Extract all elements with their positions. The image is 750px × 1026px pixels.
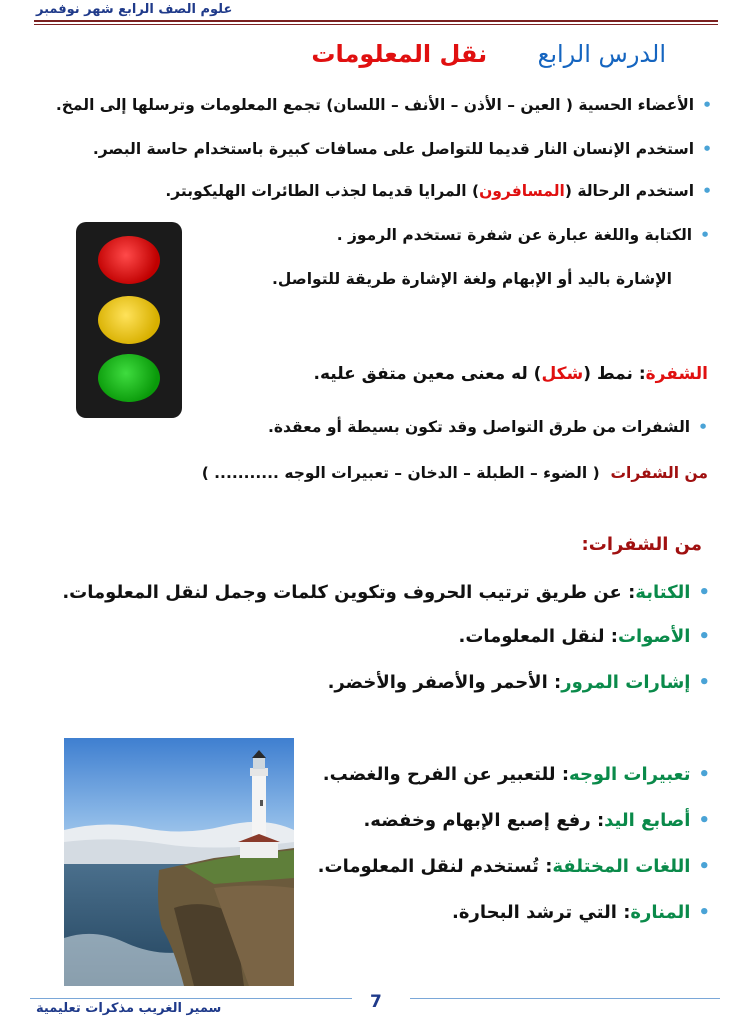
bullet-icon: • [698, 810, 710, 831]
page-number: 7 [370, 992, 382, 1012]
bullet-icon: • [698, 626, 710, 647]
bullet-icon: • [698, 418, 708, 436]
list-item: •الأصوات: لنقل المعلومات. [458, 626, 710, 647]
examples-label: من الشفرات [610, 464, 708, 482]
highlight-word: شكل [541, 364, 584, 384]
traffic-light-image [76, 222, 182, 418]
list-item: •المنارة: التي ترشد البحارة. [452, 902, 710, 923]
highlight-word: المسافرون [479, 182, 565, 200]
bullet-icon: • [698, 856, 710, 877]
list-item: •الشفرات من طرق التواصل وقد تكون بسيطة أو معقدة. [267, 418, 708, 436]
footer-divider [30, 998, 352, 999]
bullet-icon: • [698, 672, 710, 693]
list-item: •الكتابة: عن طريق ترتيب الحروف وتكوين كلمات وجمل لنقل المعلومات. [62, 582, 710, 603]
header-divider-thin [34, 24, 718, 25]
list-item: •الأعضاء الحسية ( العين – الأذن – الأنف – اللسان) تجمع المعلومات وترسلها إلى المخ. [55, 96, 712, 114]
list-item: •تعبيرات الوجه: للتعبير عن الفرح والغضب. [322, 764, 710, 785]
bullet-icon: • [698, 902, 710, 923]
bullet-icon: • [702, 140, 712, 158]
bullet-icon: • [698, 582, 710, 603]
list-item: •استخدم الرحالة (المسافرون) المرايا قديما لجذب الطائرات الهليكوبتر. [165, 182, 712, 200]
list-item: •اللغات المختلفة: تُستخدم لنقل المعلومات. [317, 856, 710, 877]
lesson-title [311, 40, 666, 68]
bullet-icon: • [700, 226, 710, 244]
footer-divider [410, 998, 720, 999]
header-divider [34, 20, 718, 22]
bullet-icon: • [698, 764, 710, 785]
bullet-icon: • [702, 182, 712, 200]
list-item: •أصابع اليد: رفع إصبع الإبهام وخفضه. [363, 810, 710, 831]
list-item: •إشارات المرور: الأحمر والأصفر والأخضر. [327, 672, 710, 693]
bullet-icon: • [702, 96, 712, 114]
lighthouse-image [64, 738, 294, 986]
green-light-icon [98, 354, 160, 402]
list-item: •الكتابة واللغة عبارة عن شفرة تستخدم الرموز . [336, 226, 710, 244]
codes-examples: من الشفرات ( الضوء – الطبلة – الدخان – تعبيرات الوجه ........... ) [201, 464, 708, 482]
lesson-name: نقل المعلومات [311, 40, 488, 68]
definition-term: الشفرة [645, 364, 708, 384]
lesson-number: الدرس الرابع [537, 40, 666, 68]
red-light-icon [98, 236, 160, 284]
list-item: •استخدم الإنسان النار قديما للتواصل على مسافات كبيرة باستخدام حاسة البصر. [92, 140, 712, 158]
text-line: الإشارة باليد أو الإبهام ولغة الإشارة طريقة للتواصل. [272, 270, 672, 288]
section-heading: من الشفرات: [581, 534, 702, 555]
code-definition: الشفرة: نمط (شكل) له معنى معين متفق عليه. [313, 364, 708, 384]
yellow-light-icon [98, 296, 160, 344]
footer-author: سمير الغريب مذكرات تعليمية [36, 1001, 222, 1016]
header-title: علوم الصف الرابع شهر نوفمبر [36, 2, 233, 17]
